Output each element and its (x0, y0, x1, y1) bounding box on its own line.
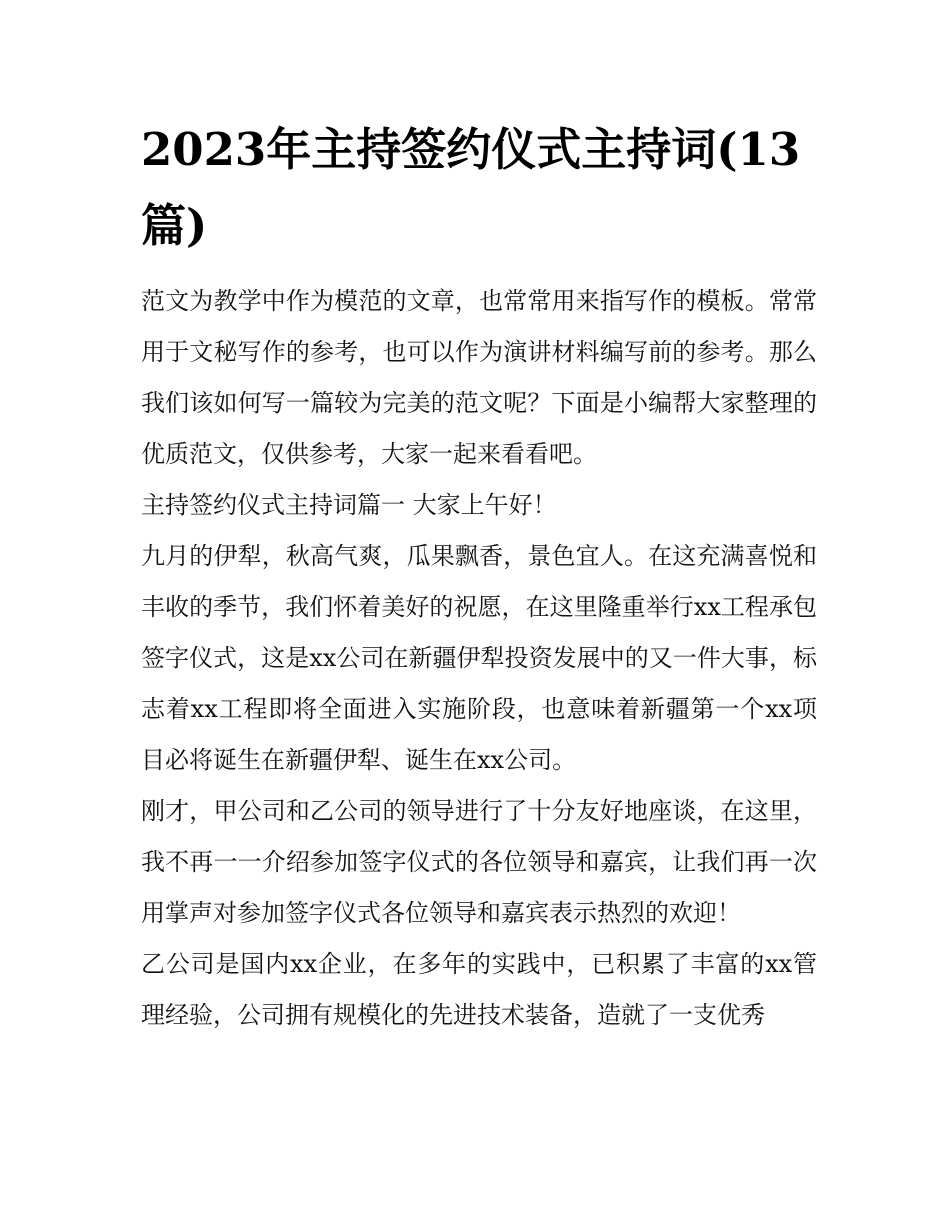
paragraph-greeting: 主持签约仪式主持词篇一 大家上午好！ (141, 491, 557, 519)
document-title: 2023年主持签约仪式主持词(13篇) (141, 123, 801, 252)
paragraph-september: 九月的伊犁，秋高气爽，瓜果飘香，景色宜人。在这充满喜悦和丰收的季节，我们怀着美好的祝愿，在这里隆重举行xx工程承包签字仪式，这是xx公司在新疆伊犁投资发展中的又一件大事，标志着xx工程即将全面进入实施阶段，也意味着新疆第一个xx项目必将诞生在新疆伊犁、诞生在xx公司。 (141, 542, 817, 774)
paragraph-welcome: 刚才，甲公司和乙公司的领导进行了十分友好地座谈，在这里，我不再一一介绍参加签字仪式的各位领导和嘉宾，让我们再一次用掌声对参加签字仪式各位领导和嘉宾表示热烈的欢迎！ (141, 797, 817, 927)
document-body (141, 276, 817, 1041)
paragraph-intro: 范文为教学中作为模范的文章，也常常用来指写作的模板。常常用于文秘写作的参考，也可以作为演讲材料编写前的参考。那么我们该如何写一篇较为完美的范文呢？下面是小编帮大家整理的优质范文，仅供参考，大家一起来看看吧。 (141, 287, 817, 468)
paragraph-company-b: 乙公司是国内xx企业，在多年的实践中，已积累了丰富的xx管理经验，公司拥有规模化的先进技术装备，造就了一支优秀 (141, 950, 817, 1029)
